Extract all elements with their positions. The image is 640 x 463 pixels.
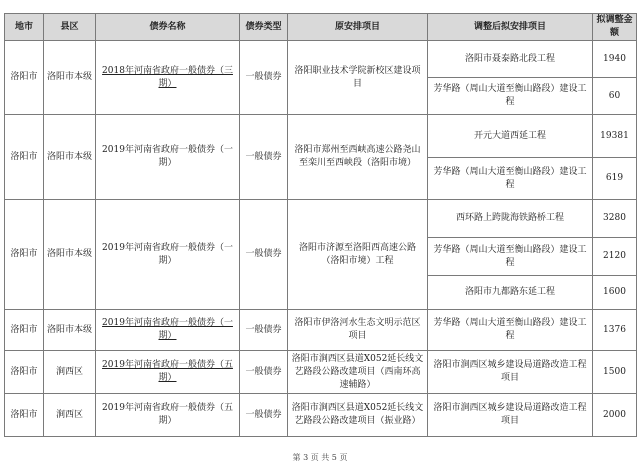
district-cell: 洛阳市本级 [44, 41, 96, 115]
column-header: 债券名称 [96, 14, 240, 41]
new-project-cell: 洛阳市涧西区城乡建设局道路改造工程项目 [428, 351, 593, 394]
city-cell: 洛阳市 [5, 115, 44, 200]
city-cell: 洛阳市 [5, 41, 44, 115]
original-project-cell: 洛阳市济源至洛阳西高速公路（洛阳市境）工程 [288, 200, 428, 310]
new-project-cell: 芳华路（周山大道至衡山路段）建设工程 [428, 238, 593, 276]
new-project-cell: 芳华路（周山大道至衡山路段）建设工程 [428, 310, 593, 351]
city-cell: 洛阳市 [5, 351, 44, 394]
amount-cell: 1376 [593, 310, 637, 351]
original-project-cell: 洛阳市涧西区县道X052延长线文艺路段公路改建项目（振业路） [288, 394, 428, 437]
table-row [5, 394, 637, 437]
amount-cell: 619 [593, 158, 637, 200]
amount-cell: 2120 [593, 238, 637, 276]
original-project-cell: 洛阳市伊洛河水生态文明示范区项目 [288, 310, 428, 351]
new-project-cell: 西环路上跨陇海铁路桥工程 [428, 200, 593, 238]
city-cell: 洛阳市 [5, 200, 44, 310]
amount-cell: 1940 [593, 41, 637, 78]
district-cell: 洛阳市本级 [44, 115, 96, 200]
district-cell: 涧西区 [44, 351, 96, 394]
column-header: 地市 [5, 14, 44, 41]
bond-adjustment-table [4, 13, 637, 437]
district-cell: 洛阳市本级 [44, 200, 96, 310]
amount-cell: 2000 [593, 394, 637, 437]
page-footer: 第 3 页 共 5 页 [292, 453, 348, 462]
amount-cell: 60 [593, 78, 637, 115]
new-project-cell: 芳华路（周山大道至衡山路段）建设工程 [428, 158, 593, 200]
bond-type-cell: 一般债券 [240, 310, 288, 351]
column-header: 调整后拟安排项目 [428, 14, 593, 41]
table-body [5, 41, 637, 437]
bond-type-cell: 一般债券 [240, 200, 288, 310]
bond-name-cell: 2019年河南省政府一般债券（一期） [96, 115, 240, 200]
table-row [5, 351, 637, 394]
bond-name-cell: 2019年河南省政府一般债券（一期） [96, 310, 240, 351]
table-row [5, 115, 637, 158]
new-project-cell: 洛阳市涧西区城乡建设局道路改造工程项目 [428, 394, 593, 437]
bond-type-cell: 一般债券 [240, 41, 288, 115]
column-header: 县区 [44, 14, 96, 41]
bond-name-cell: 2019年河南省政府一般债券（一期） [96, 200, 240, 310]
column-header: 拟调整金额 [593, 14, 637, 41]
bond-name-cell: 2019年河南省政府一般债券（五期） [96, 394, 240, 437]
bond-type-cell: 一般债券 [240, 394, 288, 437]
city-cell: 洛阳市 [5, 394, 44, 437]
bond-name-cell: 2019年河南省政府一般债券（五期） [96, 351, 240, 394]
bond-type-cell: 一般债券 [240, 115, 288, 200]
new-project-cell: 开元大道西延工程 [428, 115, 593, 158]
new-project-cell: 芳华路（周山大道至衡山路段）建设工程 [428, 78, 593, 115]
column-header: 原安排项目 [288, 14, 428, 41]
city-cell: 洛阳市 [5, 310, 44, 351]
district-cell: 涧西区 [44, 394, 96, 437]
bond-name-cell: 2018年河南省政府一般债券（三期） [96, 41, 240, 115]
column-header: 债券类型 [240, 14, 288, 41]
amount-cell: 3280 [593, 200, 637, 238]
district-cell: 洛阳市本级 [44, 310, 96, 351]
amount-cell: 19381 [593, 115, 637, 158]
bond-type-cell: 一般债券 [240, 351, 288, 394]
original-project-cell: 洛阳市郑州至西峡高速公路尧山至栾川至西峡段（洛阳市境） [288, 115, 428, 200]
table-row [5, 310, 637, 351]
table-row [5, 41, 637, 78]
new-project-cell: 洛阳市聂泰路北段工程 [428, 41, 593, 78]
new-project-cell: 洛阳市九都路东延工程 [428, 276, 593, 310]
amount-cell: 1500 [593, 351, 637, 394]
original-project-cell: 洛阳职业技术学院新校区建设项目 [288, 41, 428, 115]
amount-cell: 1600 [593, 276, 637, 310]
header-row [5, 14, 637, 41]
original-project-cell: 洛阳市涧西区县道X052延长线文艺路段公路改建项目（西南环高速辅路） [288, 351, 428, 394]
table-row [5, 200, 637, 238]
